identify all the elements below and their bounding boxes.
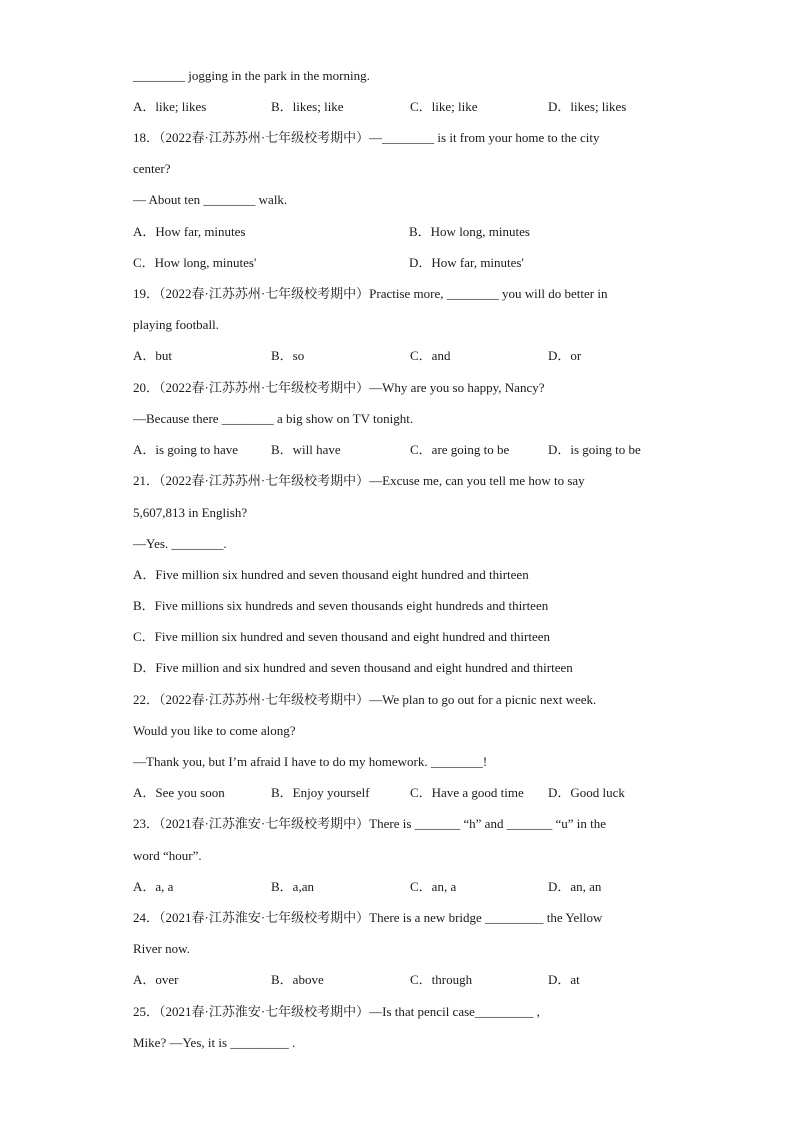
q23-stem-line-1: 23．（2021春·江苏淮安·七年级校考期中）There is _______ “h” and _______ “u” in the	[133, 816, 606, 831]
q19-option-b: B．so	[271, 348, 305, 363]
q24-stem-line-2: River now.	[133, 941, 190, 956]
q22-stem-line-3: —Thank you, but I’m afraid I have to do my homework. ________!	[133, 754, 488, 769]
q25-stem-line-1: 25．（2021春·江苏淮安·七年级校考期中）—Is that pencil case_________ ,	[133, 1004, 540, 1019]
q23-option-d: D．an, an	[548, 879, 602, 894]
q22-stem-line-1: 22．（2022春·江苏苏州·七年级校考期中）—We plan to go out for a picnic next week.	[133, 692, 597, 707]
q18-option-d: D．How far, minutes'	[409, 255, 524, 270]
q25-stem-line-2: Mike? —Yes, it is _________ .	[133, 1035, 296, 1050]
q19-stem-line-2: playing football.	[133, 317, 219, 332]
q21-option-b: B．Five millions six hundreds and seven thousands eight hundreds and thirteen	[133, 598, 549, 613]
q24-option-b: B．above	[271, 972, 324, 987]
q21-option-d: D．Five million and six hundred and seven thousand and eight hundred and thirteen	[133, 660, 573, 675]
q17-option-a: A．like; likes	[133, 99, 207, 114]
q18-option-b: B．How long, minutes	[409, 224, 530, 239]
q24-option-d: D．at	[548, 972, 580, 987]
q23-stem-line-2: word “hour”.	[133, 848, 202, 863]
q18-stem-line-2: center?	[133, 161, 171, 176]
q22-option-b: B．Enjoy yourself	[271, 785, 370, 800]
q19-option-a: A．but	[133, 348, 173, 363]
q21-stem-line-2: 5,607,813 in English?	[133, 505, 248, 520]
q23-option-a: A．a, a	[133, 879, 174, 894]
q17-option-c: C．like; like	[410, 99, 478, 114]
q21-stem-line-3: —Yes. ________.	[133, 536, 227, 551]
q20-option-a: A．is going to have	[133, 442, 239, 457]
q20-option-c: C．are going to be	[410, 442, 510, 457]
q19-stem-line-1: 19．（2022春·江苏苏州·七年级校考期中）Practise more, ________ you will do better in	[133, 286, 608, 301]
q20-stem-line-2: —Because there ________ a big show on TV tonight.	[133, 411, 414, 426]
q24-option-c: C．through	[410, 972, 473, 987]
q17-stem-line: ________ jogging in the park in the morning.	[133, 68, 370, 83]
q18-option-a: A．How far, minutes	[133, 224, 246, 239]
q24-option-a: A．over	[133, 972, 179, 987]
q23-option-b: B．a,an	[271, 879, 314, 894]
q19-option-c: C．and	[410, 348, 451, 363]
q22-stem-line-2: Would you like to come along?	[133, 723, 296, 738]
q20-stem-line-1: 20．（2022春·江苏苏州·七年级校考期中）—Why are you so happy, Nancy?	[133, 380, 545, 395]
q21-stem-line-1: 21．（2022春·江苏苏州·七年级校考期中）—Excuse me, can you tell me how to say	[133, 473, 585, 488]
q21-option-a: A．Five million six hundred and seven thousand eight hundred and thirteen	[133, 567, 529, 582]
q18-option-c: C．How long, minutes'	[133, 255, 257, 270]
q20-option-b: B．will have	[271, 442, 341, 457]
q18-stem-line-3: — About ten ________ walk.	[133, 192, 288, 207]
q23-option-c: C．an, a	[410, 879, 457, 894]
q22-option-c: C．Have a good time	[410, 785, 524, 800]
q17-option-b: B．likes; like	[271, 99, 344, 114]
q20-option-d: D．is going to be	[548, 442, 641, 457]
q22-option-a: A．See you soon	[133, 785, 225, 800]
q21-option-c: C．Five million six hundred and seven thousand and eight hundred and thirteen	[133, 629, 551, 644]
q18-stem-line-1: 18．（2022春·江苏苏州·七年级校考期中）—________ is it from your home to the city	[133, 130, 600, 145]
q22-option-d: D．Good luck	[548, 785, 625, 800]
q17-option-d: D．likes; likes	[548, 99, 627, 114]
q24-stem-line-1: 24．（2021春·江苏淮安·七年级校考期中）There is a new bridge _________ the Yellow	[133, 910, 603, 925]
q19-option-d: D．or	[548, 348, 582, 363]
